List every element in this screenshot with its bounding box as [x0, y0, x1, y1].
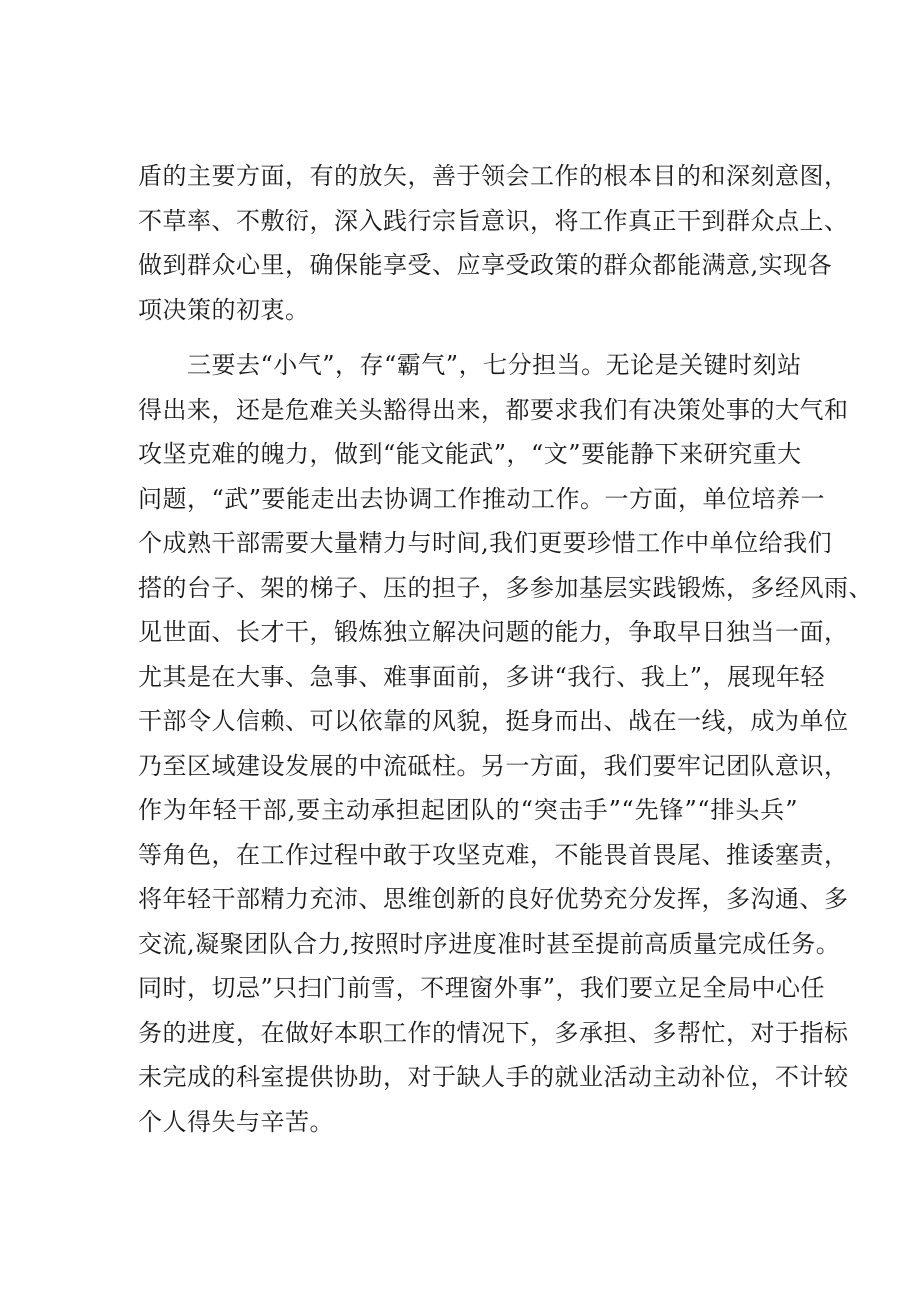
text-line: 不草率、不敷衍，深入践行宗旨意识，将工作真正干到群众点上、	[138, 206, 849, 235]
text-line: 得出来，还是危难关头豁得出来，都要求我们有决策处事的大气和	[138, 395, 849, 424]
text-line: 三要去“小气”，存“霸气”，七分担当。无论是关键时刻站	[138, 351, 802, 379]
text-line: 搭的台子、架的梯子、压的担子，多参加基层实践锻炼，多经风雨、	[138, 573, 873, 602]
text-line: 等角色，在工作过程中敢于攻坚克难，不能畏首畏尾、推诿塞责，	[138, 840, 849, 869]
text-line: 交流,凝聚团队合力,按照时序进度准时甚至提前高质量完成任务。	[138, 929, 841, 958]
text-line: 个人得失与辛苦。	[138, 1107, 334, 1136]
text-line: 攻坚克难的魄力，做到“能文能武”，“文”要能静下来研究重大	[138, 440, 802, 468]
paragraph-2	[138, 343, 873, 1144]
text-line: 务的进度，在做好本职工作的情况下，多承担、多帮忙，对于指标	[138, 1018, 849, 1047]
document-body	[138, 154, 873, 1144]
text-line: 未完成的科室提供协助，对于缺人手的就业活动主动补位，不计较	[138, 1063, 849, 1091]
text-line: 做到群众心里，确保能享受、应享受政策的群众都能满意,实现各	[138, 251, 833, 279]
text-line: 将年轻干部精力充沛、思维创新的良好优势充分发挥，多沟通、多	[138, 885, 849, 913]
text-line: 乃至区域建设发展的中流砥柱。另一方面，我们要牢记团队意识，	[138, 751, 849, 780]
text-line: 尤其是在大事、急事、难事面前，多讲“我行、我上”，展现年轻	[138, 662, 826, 691]
text-line: 个成熟干部需要大量精力与时间,我们更要珍惜工作中单位给我们	[138, 529, 833, 557]
text-line: 作为年轻干部,要主动承担起团队的“突击手”“先锋”“排头兵”	[138, 796, 798, 824]
text-line: 同时，切忌”只扫门前雪，不理窗外事”，我们要立足全局中心任	[138, 974, 826, 1002]
text-line: 问题，“武”要能走出去协调工作推动工作。一方面，单位培养一	[138, 484, 826, 513]
text-line: 盾的主要方面，有的放矢，善于领会工作的根本目的和深刻意图，	[138, 162, 849, 190]
text-line: 见世面、长才干，锻炼独立解决问题的能力，争取早日独当一面，	[138, 618, 849, 646]
text-line: 干部令人信赖、可以依靠的风貌，挺身而出、战在一线，成为单位	[138, 707, 849, 735]
text-line: 项决策的初衷。	[138, 295, 310, 324]
paragraph-1	[138, 154, 849, 332]
